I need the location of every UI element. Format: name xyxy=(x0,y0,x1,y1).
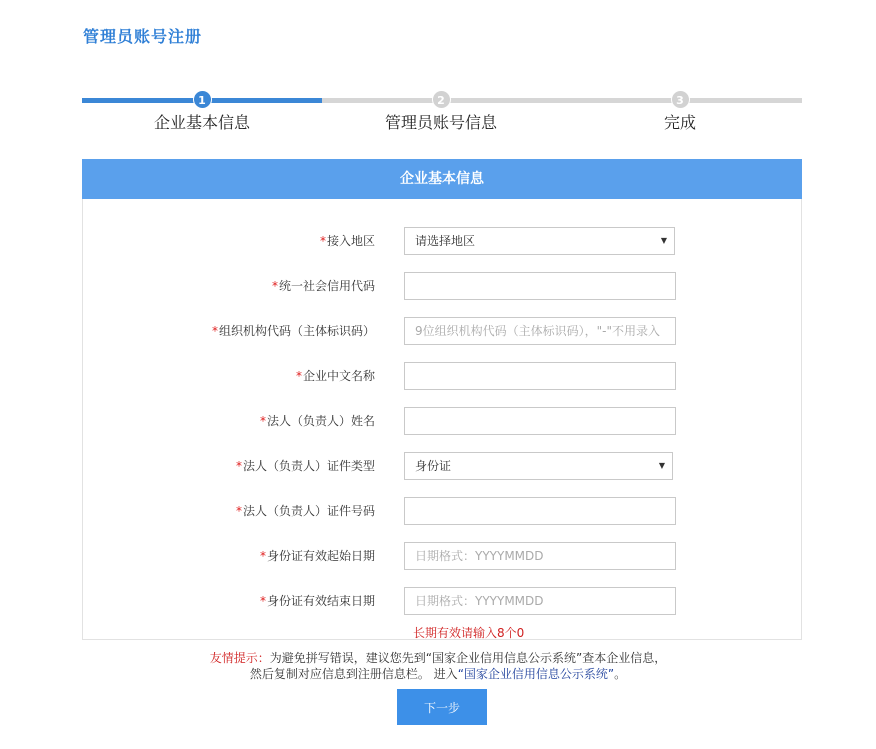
tips-text-2: 然后复制对应信息到注册信息栏。 进入 xyxy=(249,667,458,681)
field-label-text: 统一社会信用代码 xyxy=(278,279,375,293)
required-mark: * xyxy=(319,234,326,248)
form-row-company-name xyxy=(83,362,803,390)
form-row-id-end-date xyxy=(83,587,803,615)
progress-steps xyxy=(82,90,802,140)
step-1-label: 企业基本信息 xyxy=(153,113,250,132)
dropdown-arrow-icon: ▼ xyxy=(660,236,667,245)
tips-title: 友情提示： xyxy=(209,651,270,665)
field-label xyxy=(260,542,375,570)
form-row-credit-code xyxy=(83,272,803,300)
field-label xyxy=(272,272,375,300)
step-3-label: 完成 xyxy=(663,113,696,132)
step-2-number: 2 xyxy=(432,90,451,109)
dropdown-arrow-icon: ▼ xyxy=(658,461,665,470)
field-label-text: 法人（负责人）证件类型 xyxy=(242,459,375,473)
end-date-hint: 长期有效请输入8个0 xyxy=(413,626,525,640)
required-mark: * xyxy=(259,414,266,428)
id-start-date-input[interactable] xyxy=(404,542,676,570)
id-type-select[interactable] xyxy=(404,452,673,480)
form-row-id-number xyxy=(83,497,803,525)
step-1 xyxy=(122,90,282,133)
tips-text-1: 为避免拼写错误，建议您先到“国家企业信用信息公示系统”查本企业信息， xyxy=(269,651,667,665)
step-3-number: 3 xyxy=(671,90,690,109)
credit-code-input[interactable] xyxy=(404,272,676,300)
field-label xyxy=(236,452,375,480)
required-mark: * xyxy=(259,594,266,608)
field-label-text: 身份证有效结束日期 xyxy=(266,594,375,608)
page-title: 管理员账号注册 xyxy=(83,27,203,46)
required-mark: * xyxy=(259,549,266,563)
step-1-number: 1 xyxy=(193,90,212,109)
company-info-panel xyxy=(82,159,802,640)
step-3 xyxy=(600,90,760,133)
form-row-id-start-date xyxy=(83,542,803,570)
id-number-input[interactable] xyxy=(404,497,676,525)
next-step-button[interactable]: 下一步 xyxy=(397,689,487,725)
field-label-text: 接入地区 xyxy=(326,234,375,248)
org-code-input[interactable] xyxy=(404,317,676,345)
field-label xyxy=(260,587,375,615)
field-label xyxy=(212,317,375,345)
region-select[interactable] xyxy=(404,227,675,255)
form-row-org-code xyxy=(83,317,803,345)
tips-line-2 xyxy=(0,666,876,682)
field-label xyxy=(236,497,375,525)
tips-text-2-suffix: 。 xyxy=(614,667,627,681)
field-label-text: 法人（负责人）姓名 xyxy=(266,414,375,428)
form-row-region xyxy=(83,227,803,255)
field-label xyxy=(296,362,375,390)
panel-header: 企业基本信息 xyxy=(82,159,802,199)
field-label xyxy=(320,227,375,255)
tips-line-1 xyxy=(0,650,876,666)
field-label-text: 身份证有效起始日期 xyxy=(266,549,375,563)
required-mark: * xyxy=(235,459,242,473)
field-label xyxy=(260,407,375,435)
friendly-tips xyxy=(0,650,876,682)
gsxt-link[interactable]: “国家企业信用信息公示系统” xyxy=(457,667,615,681)
company-name-input[interactable] xyxy=(404,362,676,390)
form-row-legal-name xyxy=(83,407,803,435)
field-label-text: 企业中文名称 xyxy=(302,369,375,383)
required-mark: * xyxy=(271,279,278,293)
required-mark: * xyxy=(211,324,218,338)
step-2-label: 管理员账号信息 xyxy=(384,113,497,132)
form-row-id-type xyxy=(83,452,803,480)
step-2 xyxy=(361,90,521,133)
id-end-date-input[interactable] xyxy=(404,587,676,615)
field-label-text: 组织机构代码（主体标识码） xyxy=(218,324,375,338)
id-type-select-value: 身份证 xyxy=(415,459,452,473)
required-mark: * xyxy=(235,504,242,518)
region-select-value: 请选择地区 xyxy=(415,234,476,248)
legal-name-input[interactable] xyxy=(404,407,676,435)
field-label-text: 法人（负责人）证件号码 xyxy=(242,504,375,518)
required-mark: * xyxy=(295,369,302,383)
